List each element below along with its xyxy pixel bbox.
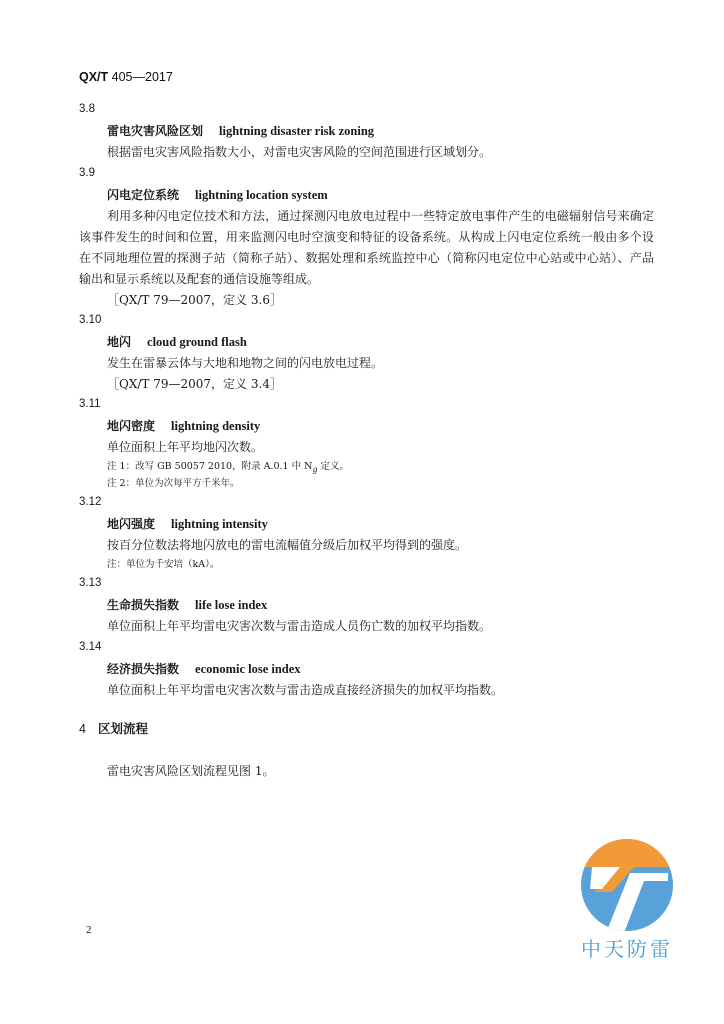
term-zh: 闪电定位系统 [107,188,180,202]
term-en: economic lose index [195,662,301,676]
entry-3-13 [79,573,654,637]
entry-term [79,184,654,206]
entry-3-12 [79,492,654,573]
entry-term [79,594,654,616]
entry-definition: 发生在雷暴云体与大地和地物之间的闪电放电过程。 [107,356,384,370]
term-en: lightning disaster risk zoning [219,124,375,138]
entry-term [79,658,654,680]
term-en: lightning intensity [171,517,268,531]
page-number: 2 [86,924,92,936]
term-zh: 地闪密度 [107,419,156,433]
entry-definition: 单位面积上年平均雷电灾害次数与雷击造成人员伤亡数的加权平均指数。 [107,619,492,633]
entry-note: 注：单位为千安培（kA）。 [107,559,220,570]
term-zh: 经济损失指数 [107,662,180,676]
entry-number: 3.9 [79,167,95,179]
lightning-logo-icon [572,837,682,933]
document-body [79,99,654,782]
term-zh: 生命损失指数 [107,598,180,612]
entry-number: 3.14 [79,641,102,653]
section-number: 4 [79,722,86,736]
entry-number: 3.13 [79,577,102,589]
term-zh: 地闪强度 [107,517,156,531]
entry-3-8 [79,99,654,163]
entry-number: 3.10 [79,314,102,326]
term-zh: 地闪 [107,335,132,349]
entry-note-1: 注 1：改写 GB 50057 2010，附录 A.0.1 中 $N_g$ 定义。 [107,461,350,474]
entry-term [79,120,654,142]
standard-code: QX/T [79,70,109,84]
entry-source: ［QX/T 79—2007，定义 3.6］ [107,293,282,307]
entry-source: ［QX/T 79—2007，定义 3.4］ [107,377,282,391]
entry-term [79,415,654,437]
term-en: life lose index [195,598,268,612]
entry-number: 3.12 [79,496,102,508]
watermark-logo [572,837,682,967]
entry-term [79,513,654,535]
entry-3-11 [79,394,654,492]
entry-3-10 [79,310,654,394]
watermark-text: 中天防雷 [581,937,673,961]
entry-3-14 [79,637,654,701]
section-title: 区划流程 [97,721,148,736]
term-en: lightning location system [195,188,328,202]
term-en: cloud ground flash [147,335,247,349]
entry-number: 3.11 [79,398,101,410]
entry-definition: 按百分位数法将地闪放电的雷电流幅值分级后加权平均得到的强度。 [107,538,468,552]
section-heading [79,719,654,739]
entry-number: 3.8 [79,103,95,115]
entry-definition: 单位面积上年平均雷电灾害次数与雷击造成直接经济损失的加权平均指数。 [107,683,504,697]
document-header [79,70,173,84]
entry-term [79,331,654,353]
entry-note-2: 注 2：单位为次每平方千米年。 [107,478,240,489]
entry-3-9 [79,163,654,310]
entry-definition: 根据雷电灾害风险指数大小，对雷电灾害风险的空间范围进行区域划分。 [107,145,492,159]
entry-definition: 单位面积上年平均地闪次数。 [107,440,264,454]
entry-definition: 利用多种闪电定位技术和方法，通过探测闪电放电过程中一些特定放电事件产生的电磁辐射信号来确定该事件发生的时间和位置，用来监测闪电时空演变和特征的设备系统。从构成上闪电定位系统一般由多个设在不同地理位置的探测子站（简称子站）、数据处理和系统监控中心（简称闪电定位中心站或中心站）、产品输出和显示系统以及配套的通信设施等组成。 [79,209,654,286]
term-en: lightning density [171,419,261,433]
term-zh: 雷电灾害风险区划 [107,124,204,138]
standard-number: 405—2017 [111,70,173,84]
section-text: 雷电灾害风险区划流程见图 1。 [107,764,275,778]
